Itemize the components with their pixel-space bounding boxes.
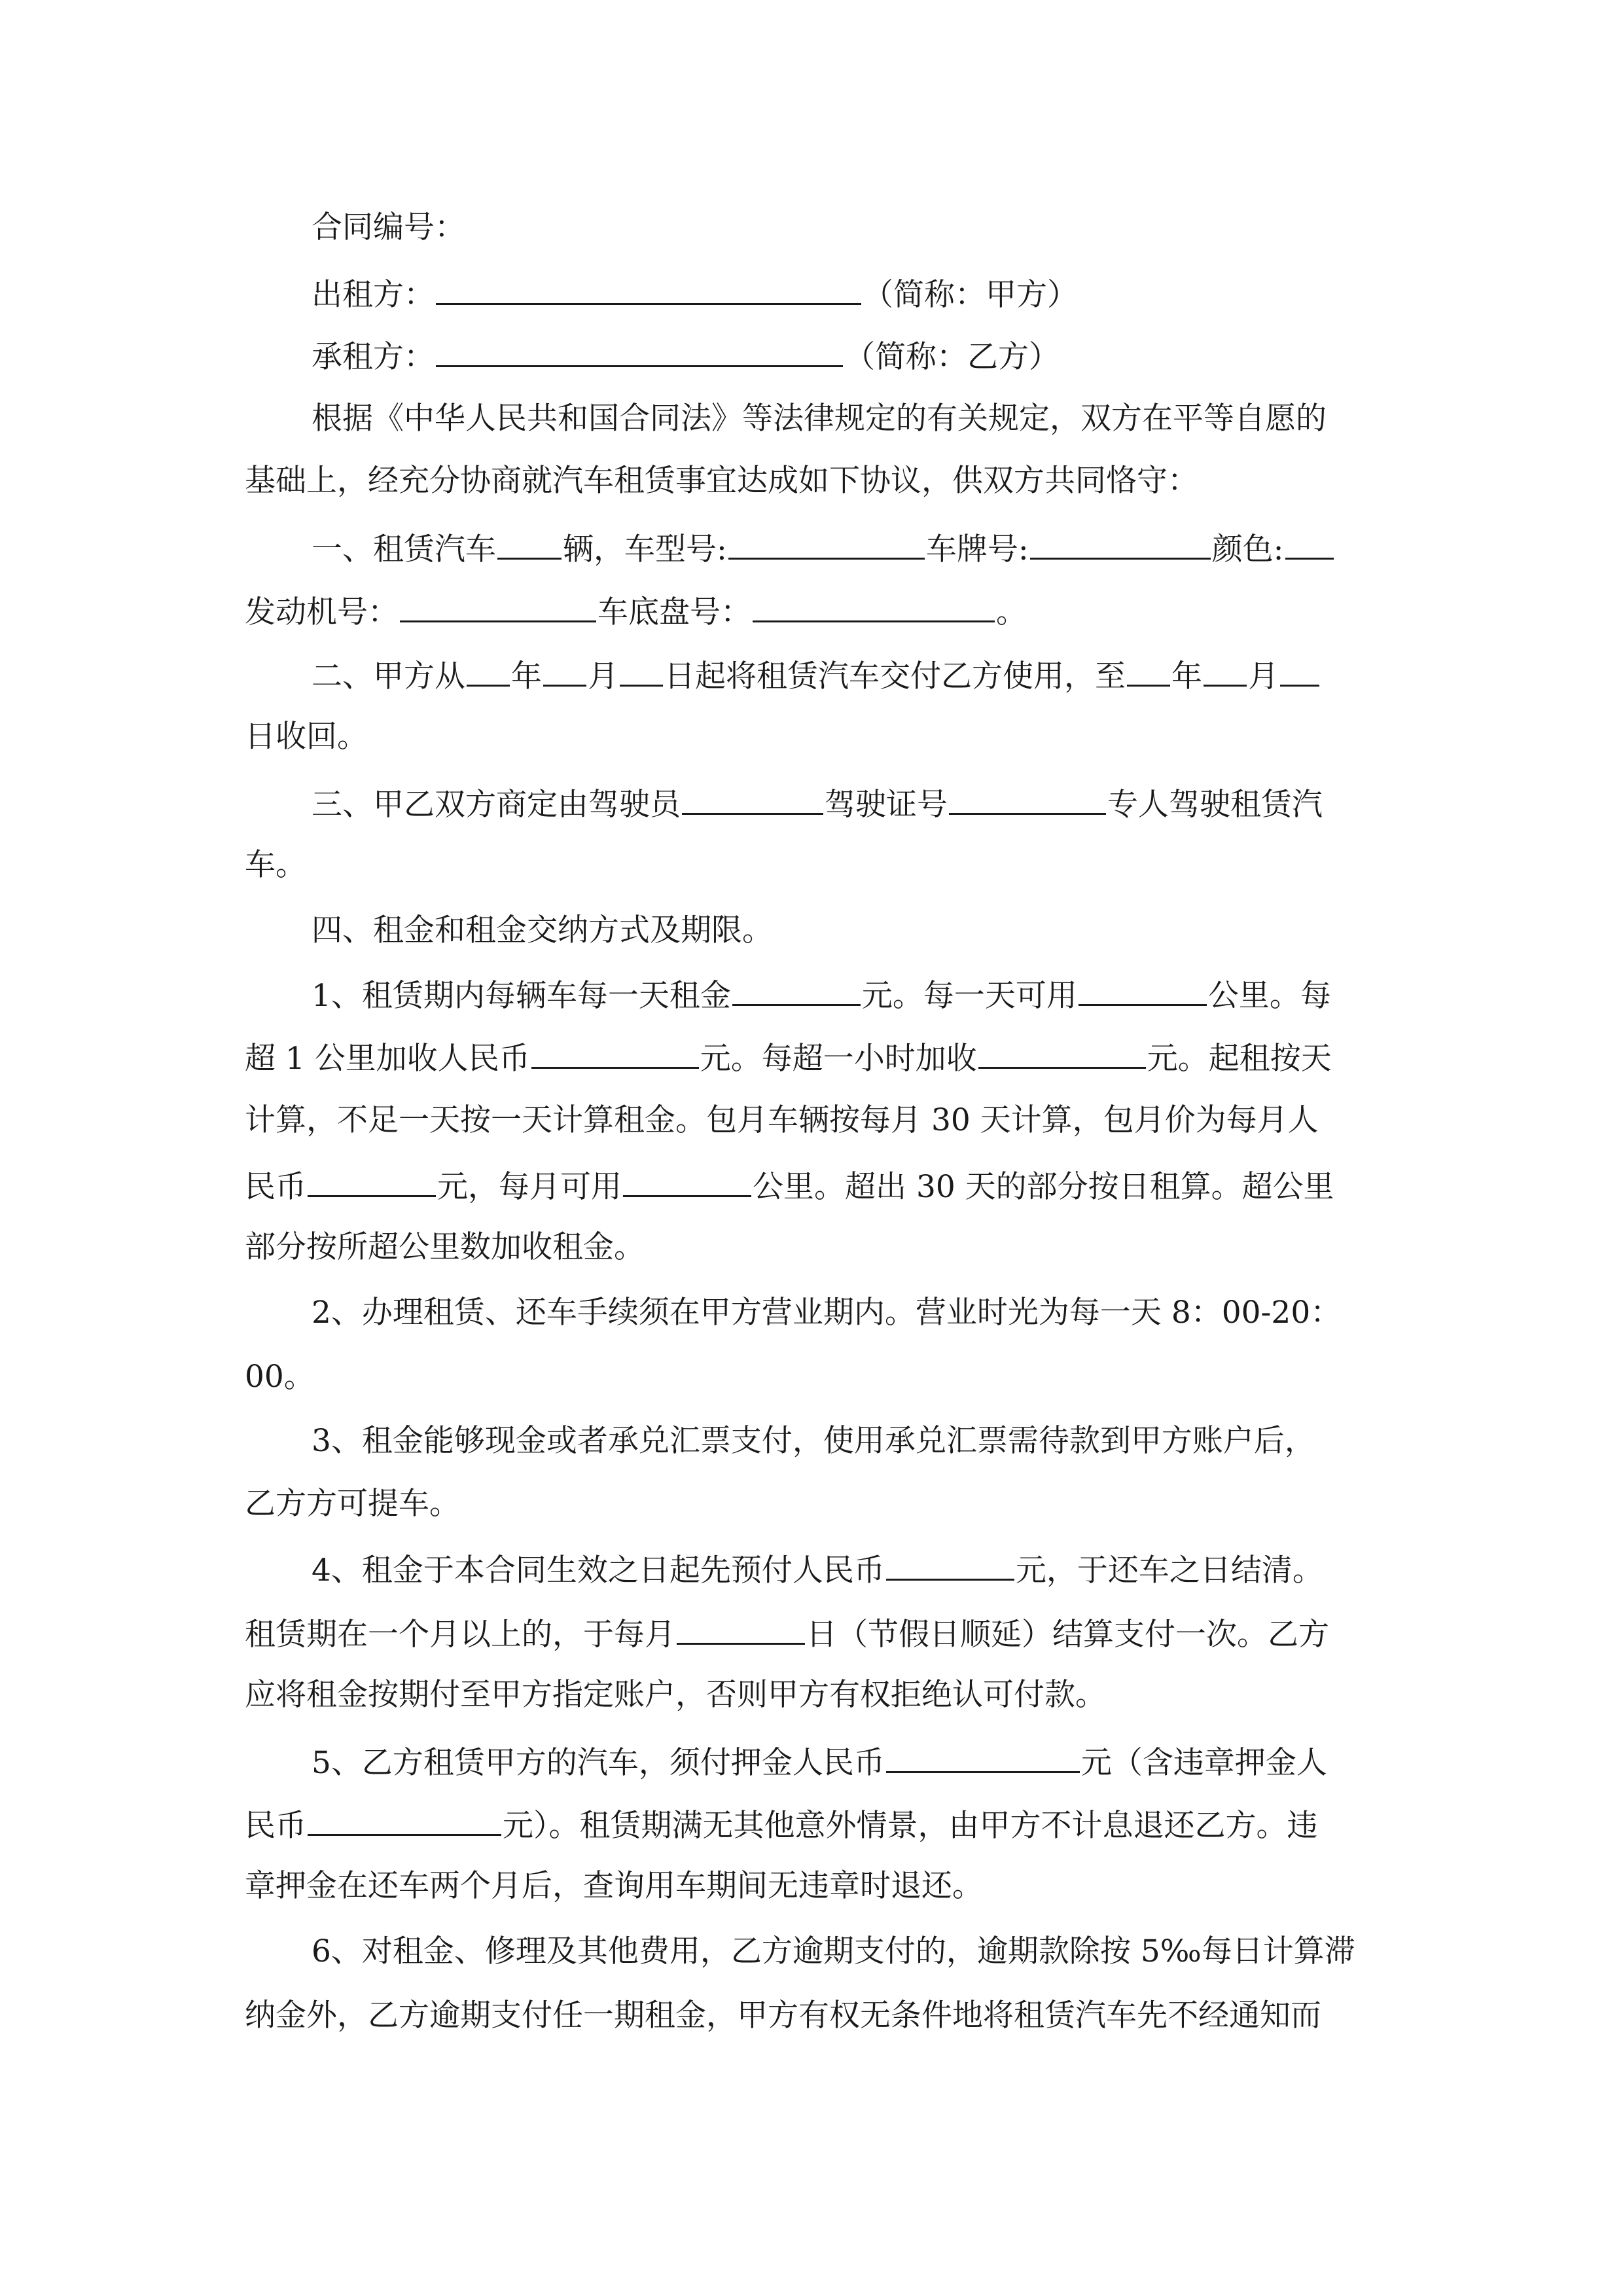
prepay-text: 4、租金于本合同生效之日起先预付人民币	[312, 1552, 885, 1588]
engine-number-blank[interactable]	[400, 590, 596, 622]
clause3-line-1	[312, 783, 1323, 822]
clause3-text-3: 专人驾驶租赁汽	[1107, 787, 1323, 823]
clause1-text-6: 车底盘号：	[597, 594, 751, 630]
clause1-text-3: 车牌号:	[925, 531, 1029, 567]
clause4-p2-line-2	[245, 1357, 315, 1397]
deposit-amount-blank[interactable]	[886, 1741, 1080, 1773]
extra-km-text: 超 1 公里加收人民币	[245, 1041, 530, 1077]
monthly-km-blank[interactable]	[623, 1165, 751, 1197]
extra-km-fee-blank[interactable]	[531, 1037, 699, 1069]
clause4-p4-line-2	[245, 1613, 1329, 1652]
clause4-p5-line-3	[245, 1867, 983, 1906]
clause1-text-7: 。	[996, 594, 1027, 630]
intro-text-1: 根据《中华人民共和国合同法》等法律规定的有关规定，双方在平等自愿的	[312, 401, 1327, 437]
clause4-p4-line-3	[245, 1676, 1106, 1715]
clause2-text-1: 二、甲方从	[312, 658, 465, 694]
clause2-text-4: 日起将租赁汽车交付乙方使用，至	[664, 658, 1126, 694]
deposit-text: 5、乙方租赁甲方的汽车，须付押金人民币	[312, 1745, 885, 1781]
lessor-abbr: （简称：甲方）	[863, 277, 1078, 313]
clause1-text-5: 发动机号：	[245, 594, 399, 630]
clause2-line-2	[245, 717, 368, 757]
violation-deposit-blank[interactable]	[308, 1804, 501, 1836]
extra-hour-text: 元。每超一小时加收	[700, 1041, 977, 1077]
color-blank[interactable]	[1285, 528, 1334, 560]
clause4-p5-line-2	[245, 1804, 1318, 1843]
intro-text-2: 基础上，经充分协商就汽车租赁事宜达成如下协议，供双方共同恪守：	[245, 463, 1198, 499]
start-year-blank[interactable]	[467, 655, 510, 687]
lessee-name-blank[interactable]	[436, 335, 843, 367]
clause4-p3-text-a: 3、租金能够现金或者承兑汇票支付，使用承兑汇票需待款到甲方账户后，	[312, 1423, 1315, 1459]
clause4-p1-line-2	[245, 1037, 1332, 1076]
clause4-p3-line-2	[245, 1484, 460, 1524]
monthly-km-unit: 公里。超出 30 天的部分按日租算。超公里	[753, 1169, 1334, 1205]
intro-line-2	[245, 461, 1198, 501]
vehicle-count-blank[interactable]	[497, 528, 562, 560]
daily-rent-text: 1、租赁期内每辆车每一天租金	[312, 978, 731, 1014]
clause2-text-7: 日收回。	[245, 719, 368, 755]
clause2-text-3: 月	[588, 658, 618, 694]
clause2-text-6: 月	[1248, 658, 1279, 694]
clause4-p6-line-2	[245, 1996, 1321, 2036]
prepay-unit: 元，于还车之日结清。	[1015, 1552, 1323, 1588]
clause4-p3-text-b: 乙方方可提车。	[245, 1486, 460, 1522]
clause3-line-2	[245, 846, 306, 885]
clause4-p1-text-g: 计算，不足一天按一天计算租金。包月车辆按每月 30 天计算，包月价为每月人	[245, 1102, 1319, 1138]
clause4-p4-text-e: 应将租金按期付至甲方指定账户，否则甲方有权拒绝认可付款。	[245, 1677, 1106, 1713]
license-number-blank[interactable]	[949, 783, 1106, 815]
clause4-p5-line-1	[312, 1741, 1327, 1780]
clause1-line-1	[312, 528, 1335, 567]
monthly-km-text: 元，每月可用	[437, 1169, 622, 1205]
daily-rent-blank[interactable]	[732, 974, 861, 1006]
lessee-label: 承租方：	[312, 339, 435, 375]
prepay-amount-blank[interactable]	[886, 1549, 1014, 1581]
clause4-p2-line-1	[312, 1293, 1341, 1333]
daily-km-unit: 公里。每	[1207, 978, 1331, 1014]
clause4-p6-text-a: 6、对租金、修理及其他费用，乙方逾期支付的，逾期款除按 5‰每日计算滞	[312, 1933, 1355, 1969]
clause4-p2-text-b: 00。	[245, 1359, 315, 1395]
clause1-line-2	[245, 590, 1027, 630]
clause1-text-1: 一、租赁汽车	[312, 531, 496, 567]
clause4-p6-text-b: 纳金外，乙方逾期支付任一期租金，甲方有权无条件地将租赁汽车先不经通知而	[245, 1998, 1321, 2034]
end-day-blank[interactable]	[1280, 655, 1319, 687]
monthly-price-blank[interactable]	[308, 1165, 436, 1197]
deposit-unit: 元（含违章押金人	[1080, 1745, 1327, 1781]
clause2-text-5: 年	[1171, 658, 1202, 694]
intro-line-1	[312, 399, 1327, 439]
extra-hour-fee-blank[interactable]	[978, 1037, 1146, 1069]
clause3-text-1: 三、甲乙双方商定由驾驶员	[312, 787, 681, 823]
lessor-line	[312, 273, 1078, 312]
clause4-p1-text-k: 部分按所超公里数加收租金。	[245, 1229, 645, 1265]
driver-name-blank[interactable]	[682, 783, 823, 815]
clause4-p4-line-1	[312, 1549, 1323, 1588]
clause4-p5-text-e: 章押金在还车两个月后，查询用车期间无违章时退还。	[245, 1868, 983, 1904]
clause2-line-1	[312, 655, 1321, 694]
daily-km-text: 元。每一天可用	[861, 978, 1077, 1014]
clause1-text-2: 辆，车型号:	[563, 531, 727, 567]
plate-number-blank[interactable]	[1030, 528, 1211, 560]
lessee-abbr: （简称：乙方）	[844, 339, 1060, 375]
clause4-p1-line-5	[245, 1228, 645, 1267]
chassis-number-blank[interactable]	[753, 590, 995, 622]
clause4-p1-line-4	[245, 1165, 1334, 1204]
lessor-label: 出租方：	[312, 277, 435, 313]
clause1-text-4: 颜色:	[1211, 531, 1284, 567]
clause4-p1-line-1	[312, 974, 1331, 1013]
monthly-price-text: 民币	[245, 1169, 306, 1205]
lessee-line	[312, 335, 1060, 374]
clause4-title	[312, 911, 773, 950]
violation-deposit-text: 民币	[245, 1808, 306, 1844]
clause3-text-4: 车。	[245, 847, 306, 883]
lessor-name-blank[interactable]	[436, 273, 861, 305]
settle-day-unit: 日（节假日顺延）结算支付一次。乙方	[806, 1617, 1329, 1653]
clause2-text-2: 年	[511, 658, 542, 694]
start-month-blank[interactable]	[543, 655, 586, 687]
contract-number-label: 合同编号：	[312, 209, 465, 245]
settle-day-blank[interactable]	[677, 1613, 805, 1645]
clause4-p1-line-3	[245, 1101, 1319, 1140]
clause3-text-2: 驾驶证号	[825, 787, 948, 823]
end-year-blank[interactable]	[1127, 655, 1170, 687]
clause4-p3-line-1	[312, 1422, 1315, 1461]
clause4-p6-line-1	[312, 1932, 1355, 1971]
clause4-title-text: 四、租金和租金交纳方式及期限。	[312, 912, 773, 948]
violation-deposit-unit: 元）。租赁期满无其他意外情景，由甲方不计息退还乙方。违	[503, 1808, 1318, 1844]
clause4-p2-text-a: 2、办理租赁、还车手续须在甲方营业期内。营业时光为每一天 8：00-20：	[312, 1295, 1342, 1331]
settle-day-text: 租赁期在一个月以上的，于每月	[245, 1617, 675, 1653]
start-day-blank[interactable]	[620, 655, 663, 687]
contract-number-line	[312, 208, 465, 247]
end-month-blank[interactable]	[1204, 655, 1247, 687]
daily-km-blank[interactable]	[1079, 974, 1207, 1006]
car-model-blank[interactable]	[728, 528, 925, 560]
extra-hour-unit: 元。起租按天	[1147, 1041, 1332, 1077]
